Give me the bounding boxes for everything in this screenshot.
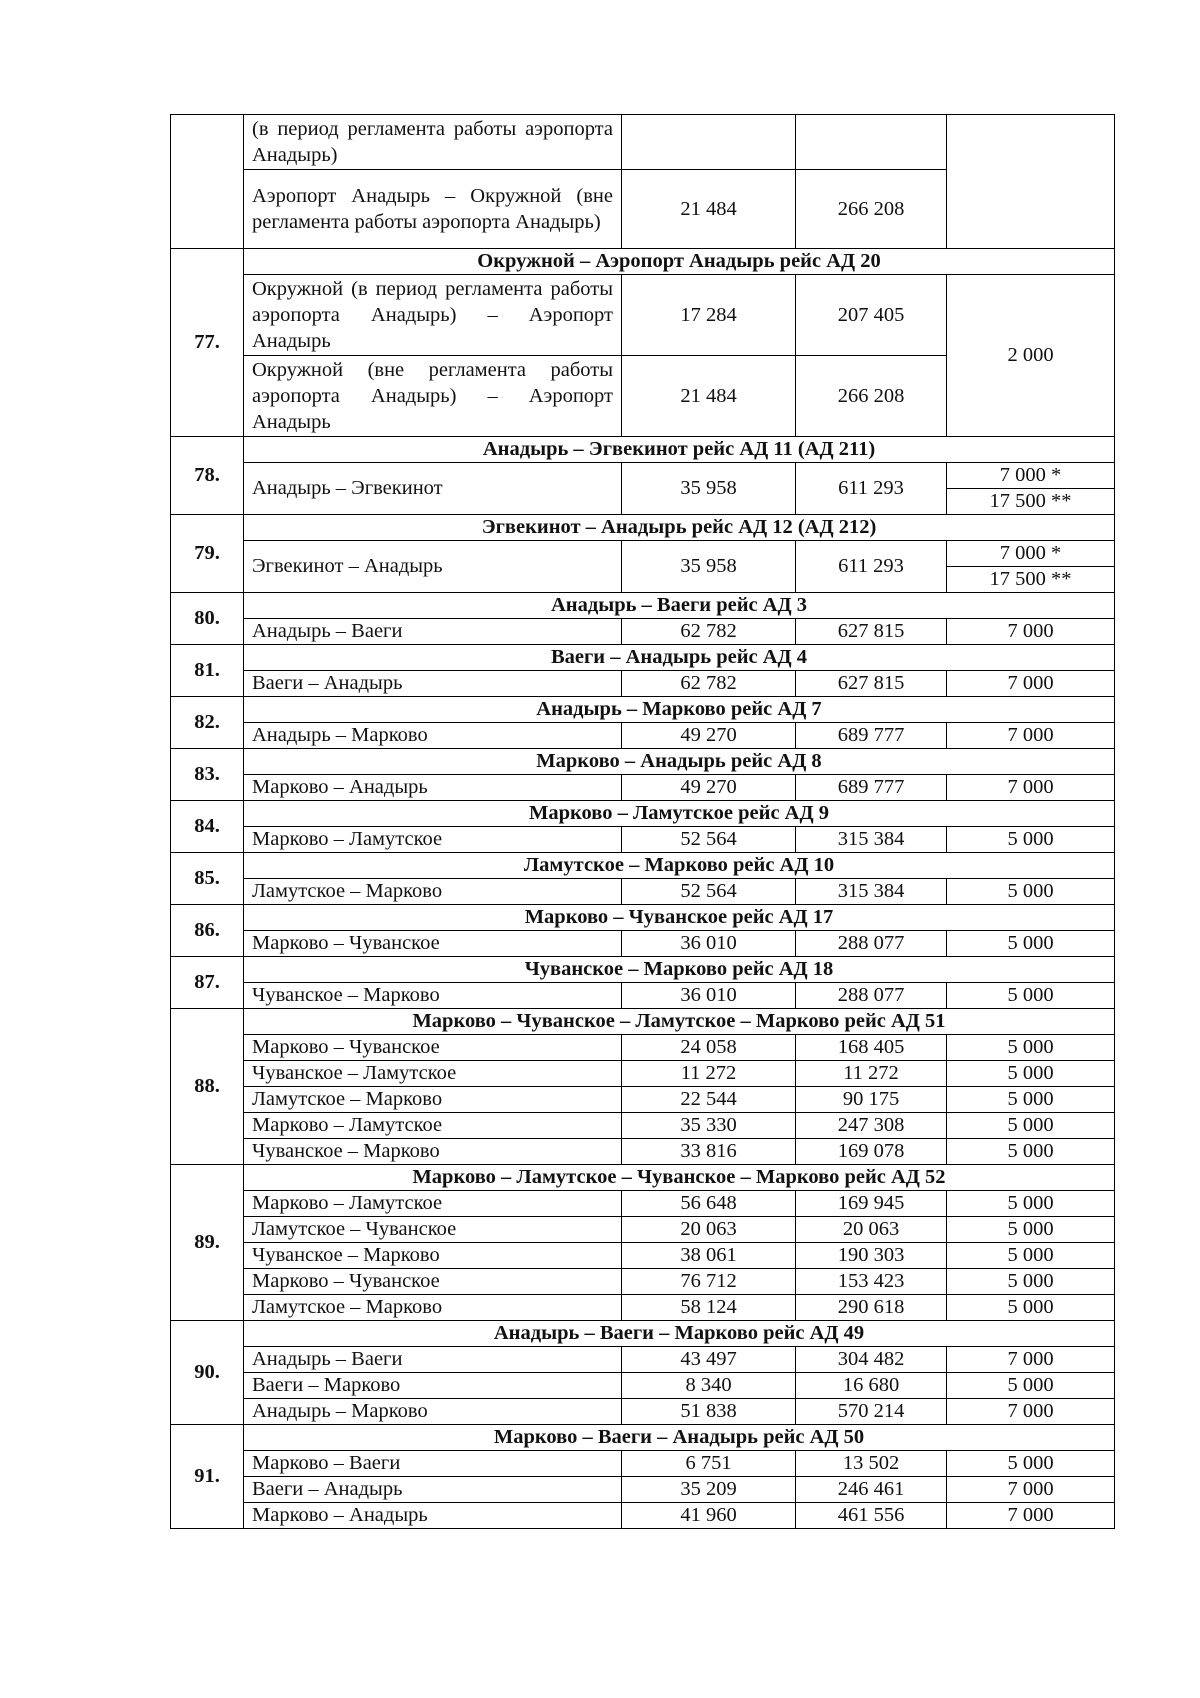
table-row [171,775,1115,801]
route-cell: Ваеги – Анадырь [244,671,622,697]
row-number: 87. [171,957,244,1009]
section-title: Эгвекинот – Анадырь рейс АД 12 (АД 212) [244,515,1115,541]
value-cell-2: 689 777 [796,775,947,801]
value-cell-1: 35 958 [622,463,796,515]
value-cell-1: 21 484 [622,170,796,249]
route-cell: Марково – Ламутское [244,827,622,853]
route-cell: Марково – Ламутское [244,1113,622,1139]
fee-cell: 7 000 [947,1503,1115,1529]
row-number: 77. [171,249,244,437]
fee-cell: 7 000 [947,775,1115,801]
table-row [171,1061,1115,1087]
value-cell-2: 689 777 [796,723,947,749]
table-row [171,827,1115,853]
table-row [171,1347,1115,1373]
row-number: 84. [171,801,244,853]
fee-cell: 7 000 [947,1399,1115,1425]
fee-cell: 5 000 [947,1243,1115,1269]
table-row [171,275,1115,356]
fee-cell: 7 000 [947,619,1115,645]
value-cell-1: 33 816 [622,1139,796,1165]
value-cell-1: 41 960 [622,1503,796,1529]
section-title: Марково – Ламутское – Чуванское – Марково рейс АД 52 [244,1165,1115,1191]
table-row [171,1191,1115,1217]
section-title: Анадырь – Эгвекинот рейс АД 11 (АД 211) [244,437,1115,463]
section-header-row [171,749,1115,775]
route-cell: Марково – Ваеги [244,1451,622,1477]
fee-cell: 5 000 [947,983,1115,1009]
value-cell-2: 20 063 [796,1217,947,1243]
fee-cell: 5 000 [947,1373,1115,1399]
value-cell-1: 49 270 [622,723,796,749]
value-cell-1: 36 010 [622,983,796,1009]
value-cell-2: 304 482 [796,1347,947,1373]
section-title: Марково – Ваеги – Анадырь рейс АД 50 [244,1425,1115,1451]
table-row [171,1035,1115,1061]
route-cell: (в период регламента работы аэропорта Анадырь) [244,115,622,170]
value-cell-1: 56 648 [622,1191,796,1217]
value-cell-1: 52 564 [622,879,796,905]
fee-cell: 5 000 [947,1269,1115,1295]
value-cell-2: 266 208 [796,170,947,249]
fee-cell: 7 000 [947,671,1115,697]
section-title: Анадырь – Ваеги – Марково рейс АД 49 [244,1321,1115,1347]
row-number-cell [171,115,244,249]
section-header-row [171,697,1115,723]
value-cell-2: 16 680 [796,1373,947,1399]
section-header-row [171,957,1115,983]
row-number: 89. [171,1165,244,1321]
table-row [171,115,1115,170]
route-cell: Марково – Чуванское [244,1269,622,1295]
section-header-row [171,645,1115,671]
value-cell-2: 288 077 [796,931,947,957]
tariff-table [170,114,1115,1529]
value-cell-1: 49 270 [622,775,796,801]
value-cell-2: 190 303 [796,1243,947,1269]
value-cell-1: 17 284 [622,275,796,356]
table-row [171,1087,1115,1113]
route-cell: Марково – Анадырь [244,775,622,801]
section-title: Марково – Анадырь рейс АД 8 [244,749,1115,775]
route-cell: Марково – Ламутское [244,1191,622,1217]
table-row [171,1477,1115,1503]
section-title: Ламутское – Марково рейс АД 10 [244,853,1115,879]
value-cell-2: 288 077 [796,983,947,1009]
fee-cell: 5 000 [947,1035,1115,1061]
fee-cell: 5 000 [947,879,1115,905]
section-title: Анадырь – Ваеги рейс АД 3 [244,593,1115,619]
section-header-row [171,1425,1115,1451]
route-cell: Анадырь – Марково [244,1399,622,1425]
value-cell-1: 6 751 [622,1451,796,1477]
value-cell-2: 169 078 [796,1139,947,1165]
value-cell-2: 570 214 [796,1399,947,1425]
route-cell: Чуванское – Марково [244,1243,622,1269]
value-cell-1: 58 124 [622,1295,796,1321]
route-cell: Ваеги – Анадырь [244,1477,622,1503]
value-cell-2: 246 461 [796,1477,947,1503]
fee-cell: 5 000 [947,1217,1115,1243]
value-cell-2: 290 618 [796,1295,947,1321]
value-cell-2: 153 423 [796,1269,947,1295]
route-cell: Чуванское – Марково [244,1139,622,1165]
fee-cell: 5 000 [947,1139,1115,1165]
fee-cell-b: 17 500 ** [947,489,1115,515]
section-header-row [171,853,1115,879]
row-number: 79. [171,515,244,593]
section-title: Марково – Чуванское – Ламутское – Марково рейс АД 51 [244,1009,1115,1035]
fee-cell-a: 7 000 * [947,541,1115,567]
route-cell: Ваеги – Марково [244,1373,622,1399]
value-cell-2: 169 945 [796,1191,947,1217]
simple-sections [171,593,1115,1529]
value-cell-1: 35 330 [622,1113,796,1139]
row-number: 85. [171,853,244,905]
section-title: Окружной – Аэропорт Анадырь рейс АД 20 [244,249,1115,275]
fee-cell: 5 000 [947,1451,1115,1477]
fee-cell: 5 000 [947,827,1115,853]
table-row [171,1269,1115,1295]
section-title: Анадырь – Марково рейс АД 7 [244,697,1115,723]
value-cell-1: 22 544 [622,1087,796,1113]
section-header-row [171,593,1115,619]
route-cell: Ламутское – Марково [244,1087,622,1113]
table-row [171,1503,1115,1529]
row-number: 80. [171,593,244,645]
value-cell-2: 611 293 [796,541,947,593]
table-row [171,1451,1115,1477]
row-number: 81. [171,645,244,697]
fee-cell: 2 000 [947,275,1115,437]
table-row [171,1113,1115,1139]
section-title: Ваеги – Анадырь рейс АД 4 [244,645,1115,671]
table-row [171,931,1115,957]
fee-cell-a: 7 000 * [947,463,1115,489]
section-header-row [171,437,1115,463]
row-number: 83. [171,749,244,801]
section-title: Марково – Ламутское рейс АД 9 [244,801,1115,827]
fee-cell-b: 17 500 ** [947,567,1115,593]
value-cell-2: 11 272 [796,1061,947,1087]
table-row [171,671,1115,697]
route-cell: Окружной (в период регламента работы аэропорта Анадырь) – Аэропорт Анадырь [244,275,622,356]
row-number: 90. [171,1321,244,1425]
row-number: 82. [171,697,244,749]
table-row [171,463,1115,489]
value-cell-2: 168 405 [796,1035,947,1061]
value-cell-1: 36 010 [622,931,796,957]
section-header-row [171,1165,1115,1191]
table-row [171,879,1115,905]
value-cell-2: 315 384 [796,827,947,853]
table-row [171,619,1115,645]
section-title: Чуванское – Марково рейс АД 18 [244,957,1115,983]
section-header-row [171,1009,1115,1035]
section-header-row [171,905,1115,931]
table-row [171,541,1115,567]
route-cell: Аэропорт Анадырь – Окружной (вне регламента работы аэропорта Анадырь) [244,170,622,249]
fee-cell: 7 000 [947,1477,1115,1503]
route-cell: Ламутское – Марково [244,1295,622,1321]
fee-cell: 5 000 [947,1113,1115,1139]
table-row [171,1295,1115,1321]
value-cell-2: 611 293 [796,463,947,515]
route-cell: Анадырь – Ваеги [244,619,622,645]
route-cell: Анадырь – Марково [244,723,622,749]
fee-cell: 5 000 [947,1295,1115,1321]
route-cell: Окружной (вне регламента работы аэропорта Анадырь) – Аэропорт Анадырь [244,356,622,437]
value-cell-2: 207 405 [796,275,947,356]
fee-cell: 7 000 [947,723,1115,749]
route-cell: Анадырь – Ваеги [244,1347,622,1373]
tariff-table-body [171,115,1115,593]
fee-cell: 5 000 [947,1087,1115,1113]
table-row [171,1373,1115,1399]
value-cell-2: 90 175 [796,1087,947,1113]
route-cell: Ламутское – Чуванское [244,1217,622,1243]
value-cell-2: 627 815 [796,619,947,645]
table-row [171,1139,1115,1165]
row-number: 78. [171,437,244,515]
section-header-row [171,1321,1115,1347]
row-number: 86. [171,905,244,957]
section-header-row [171,249,1115,275]
row-number: 88. [171,1009,244,1165]
value-cell-2: 627 815 [796,671,947,697]
fee-cell: 5 000 [947,931,1115,957]
table-row [171,723,1115,749]
route-cell: Чуванское – Ламутское [244,1061,622,1087]
table-row [171,1399,1115,1425]
value-cell-1 [622,115,796,170]
route-cell: Марково – Анадырь [244,1503,622,1529]
value-cell-1: 62 782 [622,619,796,645]
value-cell-1: 20 063 [622,1217,796,1243]
fee-cell: 5 000 [947,1061,1115,1087]
table-row [171,1217,1115,1243]
value-cell-1: 35 958 [622,541,796,593]
fee-cell: 5 000 [947,1191,1115,1217]
section-header-row [171,801,1115,827]
value-cell-1: 8 340 [622,1373,796,1399]
row-number: 91. [171,1425,244,1529]
route-cell: Чуванское – Марково [244,983,622,1009]
route-cell: Анадырь – Эгвекинот [244,463,622,515]
route-cell: Марково – Чуванское [244,1035,622,1061]
value-cell-1: 11 272 [622,1061,796,1087]
value-cell-1: 62 782 [622,671,796,697]
route-cell: Эгвекинот – Анадырь [244,541,622,593]
value-cell-2 [796,115,947,170]
value-cell-1: 35 209 [622,1477,796,1503]
fee-cell [947,115,1115,249]
route-cell: Марково – Чуванское [244,931,622,957]
value-cell-2: 266 208 [796,356,947,437]
section-title: Марково – Чуванское рейс АД 17 [244,905,1115,931]
value-cell-1: 51 838 [622,1399,796,1425]
value-cell-1: 76 712 [622,1269,796,1295]
value-cell-1: 43 497 [622,1347,796,1373]
table-row [171,1243,1115,1269]
value-cell-1: 21 484 [622,356,796,437]
value-cell-2: 13 502 [796,1451,947,1477]
table-row [171,983,1115,1009]
value-cell-2: 461 556 [796,1503,947,1529]
value-cell-2: 315 384 [796,879,947,905]
route-cell: Ламутское – Марково [244,879,622,905]
value-cell-1: 24 058 [622,1035,796,1061]
value-cell-1: 52 564 [622,827,796,853]
value-cell-2: 247 308 [796,1113,947,1139]
value-cell-1: 38 061 [622,1243,796,1269]
section-header-row [171,515,1115,541]
fee-cell: 7 000 [947,1347,1115,1373]
